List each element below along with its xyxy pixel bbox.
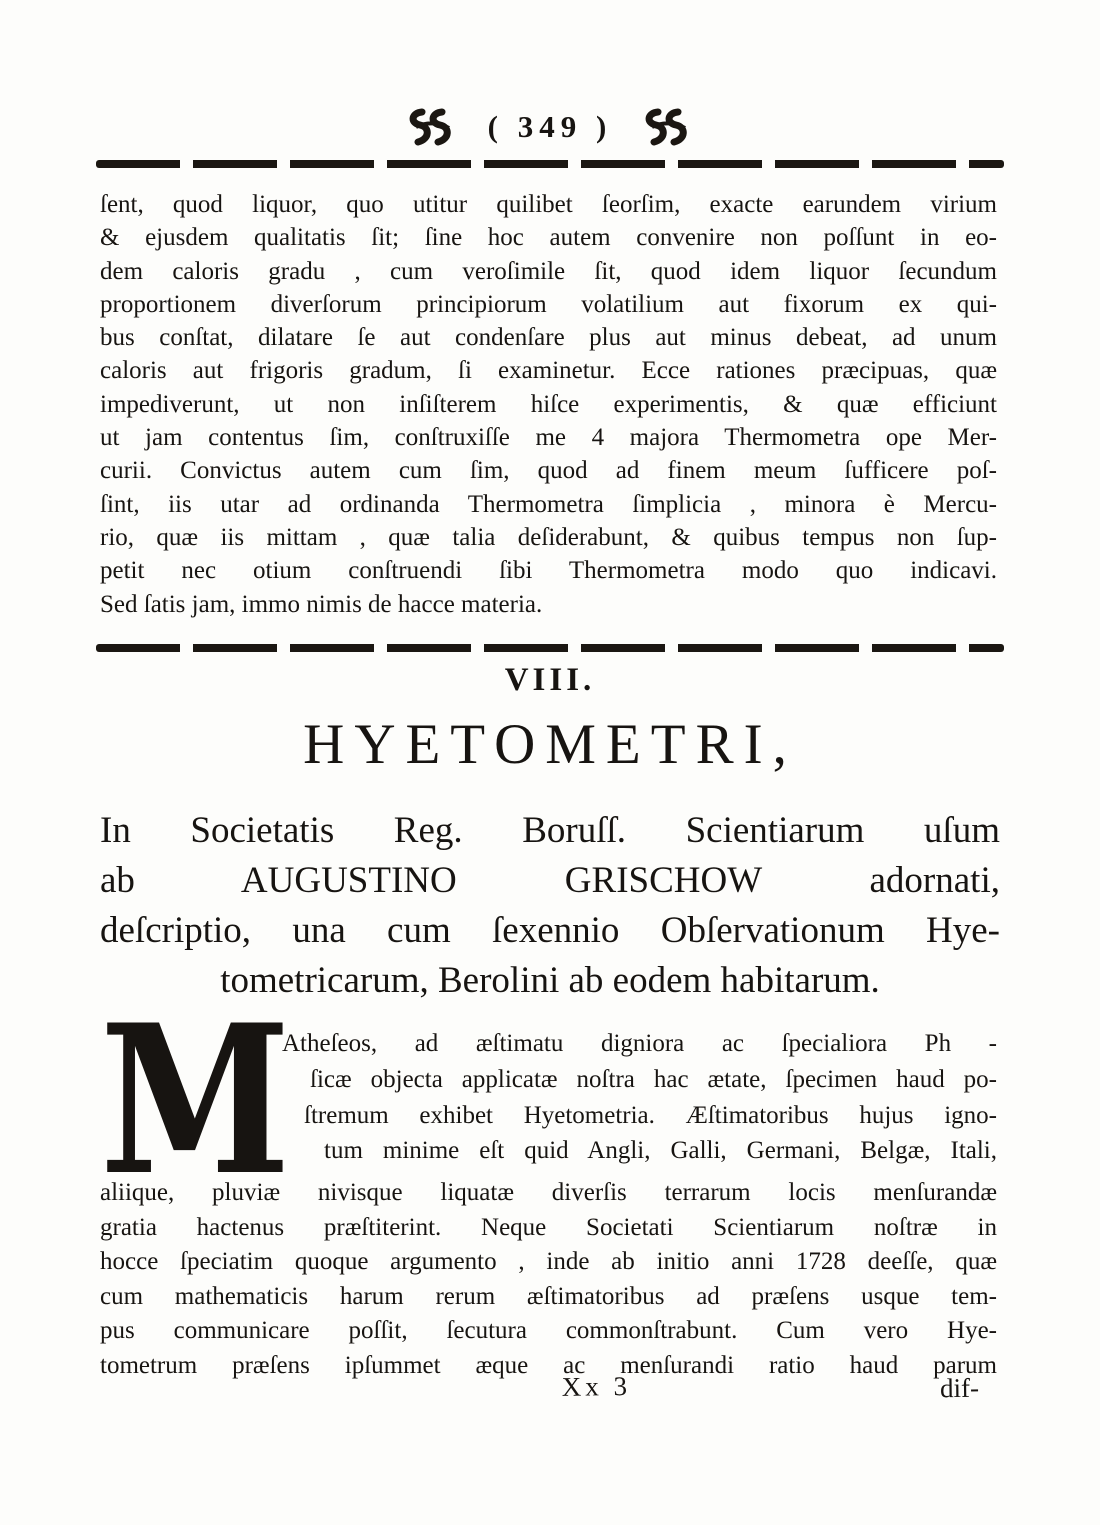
text-line: cum mathematicis harum rerum æſtimatoribus ad præſens usque tem- [100, 1282, 997, 1310]
section-subtitle [100, 806, 1000, 1006]
text-line: impediverunt, ut non inſiſterem hiſce experimentis, & quæ efficiunt [100, 390, 997, 418]
text-line: Atheſeos, ad æſtimatu digniora ac ſpecialiora Ph - [282, 1030, 997, 1057]
fleuron-right-icon [642, 108, 694, 146]
text-line: proportionem diverſorum principiorum volatilium aut fixorum ex qui- [100, 290, 997, 318]
text-line: Sed ſatis jam, immo nimis de hacce materia. [100, 590, 543, 618]
section-number: VIII. [504, 662, 596, 698]
running-head [0, 108, 1100, 146]
section-title: HYETOMETRI, [303, 713, 797, 776]
fleuron-left-icon [406, 108, 458, 146]
text-line: bus conſtat, dilatare ſe aut condenſare plus aut minus debeat, ad unum [100, 324, 997, 352]
horizontal-rule-top [96, 160, 1004, 168]
text-line: ut jam contentus ſim, conſtruxiſſe me 4 majora Thermometra ope Mer- [100, 424, 997, 452]
subtitle-line: deſcriptio, una cum ſexennio Obſervationum Hye- [100, 910, 1000, 951]
paragraph-thermometra [100, 188, 997, 621]
text-line: gratia hactenus præſtiterint. Neque Societati Scientiarum noſtræ in [100, 1213, 997, 1241]
text-line: ſtremum exhibet Hyetometria. Æſtimatoribus hujus igno- [304, 1101, 997, 1129]
text-line: & ejusdem qualitatis ſit; ſine hoc autem convenire non poſſunt in eo- [100, 224, 997, 252]
text-line: ſicæ objecta applicatæ noſtra hac ætate, ſpecimen haud po- [310, 1065, 997, 1093]
text-line: tometrum præſens ipſummet æque ac menſurandi ratio haud parum [100, 1351, 997, 1379]
text-line: rio, quæ iis mittam , quæ talia deſiderabunt, & quibus tempus non ſup- [100, 523, 997, 551]
page-number: ( 349 ) [487, 109, 613, 144]
text-line: ſent, quod liquor, quo utitur quilibet ſeorſim, exacte earundem virium [100, 191, 997, 218]
dropcap-text-column [282, 1026, 997, 1169]
text-line: caloris aut frigoris gradum, ſi examinetur. Ecce rationes præcipuas, quæ [100, 357, 997, 385]
text-line: curii. Convictus autem cum ſim, quod ad finem meum ſufficere poſ- [100, 457, 997, 485]
text-line: pus communicare poſſit, ſecutura commonſtrabunt. Cum vero Hye- [100, 1317, 997, 1345]
text-line: petit nec otium conſtruendi ſibi Thermometra modo quo indicavi. [100, 557, 997, 585]
text-line: dem caloris gradu , cum veroſimile ſit, quod idem liquor ſecundum [100, 257, 997, 285]
subtitle-line: tometricarum, Berolini ab eodem habitarum. [220, 960, 880, 1001]
text-line: ſint, iis utar ad ordinanda Thermometra ſimplicia , minora è Mercu- [100, 490, 997, 518]
subtitle-line: In Societatis Reg. Boruſſ. Scientiarum uſum [100, 810, 1000, 851]
text-line: tum minime eſt quid Angli, Galli, Germani, Belgæ, Itali, [324, 1137, 997, 1165]
paragraph-matheseos [100, 981, 997, 1384]
subtitle-line: ab AUGUSTINO GRISCHOW adornati, [100, 860, 1000, 901]
text-line: hocce ſpeciatim quoque argumento , inde ab initio anni 1728 deeſſe, quæ [100, 1248, 997, 1276]
text-line: aliique, pluviæ nivisque liquatæ diverſis terrarum locis menſurandæ [100, 1179, 997, 1206]
dropcap-initial: M [100, 981, 291, 1221]
signature-mark: Xx 3 [561, 1370, 632, 1402]
catchword: dif- [939, 1372, 980, 1404]
horizontal-rule-section [96, 644, 1004, 652]
